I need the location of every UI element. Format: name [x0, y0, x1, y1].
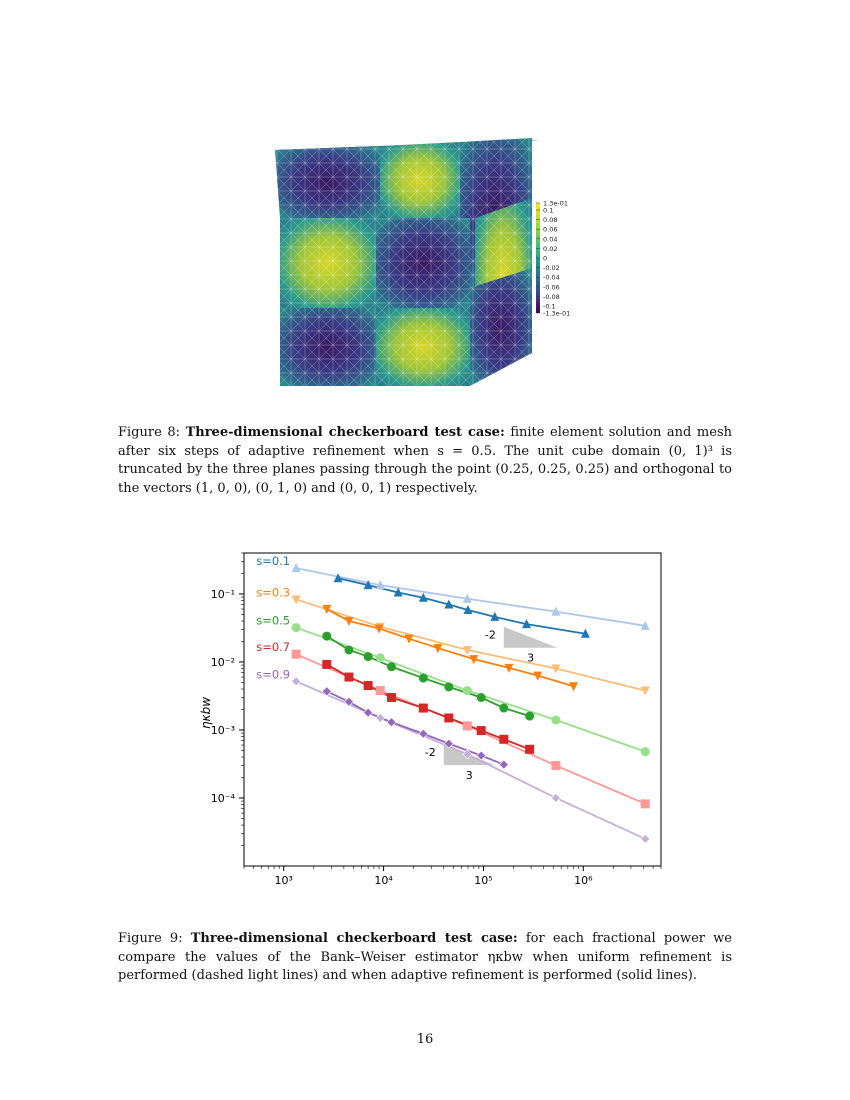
data-point-uniform	[292, 650, 301, 659]
colorbar-label: 0.02	[543, 244, 558, 253]
data-point-adaptive	[444, 682, 453, 691]
plot-axes-frame	[244, 553, 661, 866]
colorbar-label: -0.04	[543, 273, 560, 282]
y-axis-label-text: ηκbw	[199, 696, 213, 730]
x-tick-label: 10⁵	[474, 874, 493, 887]
cube-right-face	[460, 138, 532, 386]
series-label: s=0.3	[256, 585, 291, 600]
page-number: 16	[416, 1032, 434, 1047]
y-tick-label: 10⁻⁴	[210, 791, 235, 805]
data-point-adaptive	[364, 652, 373, 661]
x-tick-label: 10⁴	[374, 874, 393, 887]
data-point-adaptive	[387, 662, 396, 671]
data-point-adaptive	[419, 674, 428, 683]
figure-9-caption	[118, 930, 732, 986]
data-point-adaptive	[322, 660, 331, 669]
data-point-uniform	[376, 653, 385, 662]
data-point-adaptive	[322, 632, 331, 641]
slope-rise-label: -2	[424, 746, 436, 760]
colorbar-label: 0	[543, 254, 548, 263]
y-tick-label: 10⁻²	[210, 655, 235, 669]
y-axis-label	[199, 697, 213, 729]
colorbar-label: -0.1	[543, 302, 556, 311]
slope-rise-label: -2	[484, 628, 496, 642]
data-point-adaptive	[499, 704, 508, 713]
colorbar-label: -0.08	[543, 292, 560, 301]
series-label: s=0.7	[256, 640, 291, 655]
colorbar-label: -0.02	[543, 264, 560, 273]
data-point-adaptive	[477, 693, 486, 702]
series-label: s=0.5	[256, 613, 291, 628]
colorbar-label: -1.3e-01	[543, 309, 571, 318]
colorbar-label: 0.06	[543, 225, 558, 234]
data-point-uniform	[463, 686, 472, 695]
data-point-adaptive	[525, 712, 534, 721]
data-point-uniform	[551, 716, 560, 725]
data-point-uniform	[641, 799, 650, 808]
slope-run-label: 3	[465, 769, 473, 783]
data-point-adaptive	[499, 735, 508, 744]
colorbar-label: 1.3e-01	[543, 199, 568, 208]
data-point-uniform	[641, 747, 650, 756]
x-tick-label: 10³	[274, 874, 293, 887]
cube-upper-strip	[275, 142, 460, 218]
data-point-uniform	[463, 721, 472, 730]
colorbar	[536, 200, 570, 318]
x-tick-label: 10⁶	[574, 874, 593, 887]
figure-8-caption-text: finite element solution and mesh after six steps of adaptive refinement when s = 0.5. The unit cube domain (0, 1)³ is truncated by the three planes passing through the point (0.25, 0.25, 0.25) and orthogonal to the vectors (1, 0, 0), (0, 1, 0) and (0, 0, 1) respectively.	[118, 425, 732, 496]
figure-9-caption-text: for each fractional power we compare the values of the Bank–Weiser estimator ηκbw when uniform refinement is performed (dashed light lines) and when adaptive refinement is performed (solid lines).	[118, 931, 732, 983]
data-point-adaptive	[387, 693, 396, 702]
data-point-adaptive	[344, 673, 353, 682]
y-tick-label: 10⁻³	[210, 723, 235, 737]
figure-9-plot	[190, 545, 670, 890]
data-point-adaptive	[364, 681, 373, 690]
colorbar-label: 0.04	[543, 235, 558, 244]
data-point-uniform	[376, 686, 385, 695]
figure-8-caption-title: Three-dimensional checkerboard test case:	[185, 425, 505, 440]
data-point-uniform	[551, 761, 560, 770]
data-point-adaptive	[344, 645, 353, 654]
figure-8-caption	[118, 424, 732, 498]
series-label: s=0.9	[256, 667, 291, 682]
colorbar-label: 0.1	[543, 206, 554, 215]
data-point-adaptive	[444, 713, 453, 722]
data-point-uniform	[292, 623, 301, 632]
colorbar-label: -0.06	[543, 283, 560, 292]
data-point-adaptive	[419, 704, 428, 713]
figure-9-caption-title: Three-dimensional checkerboard test case:	[190, 931, 518, 946]
figure-8-cube-image	[270, 128, 590, 393]
slope-run-label: 3	[527, 651, 535, 665]
figure-8-label: Figure 8:	[118, 425, 180, 440]
figure-9-label: Figure 9:	[118, 931, 183, 946]
data-point-adaptive	[477, 726, 486, 735]
colorbar-label: 0.08	[543, 216, 558, 225]
colorbar-labels	[536, 200, 570, 318]
y-tick-label: 10⁻¹	[210, 587, 235, 601]
cube-front-face	[280, 218, 470, 386]
series-label: s=0.1	[256, 554, 291, 569]
data-point-adaptive	[525, 745, 534, 754]
